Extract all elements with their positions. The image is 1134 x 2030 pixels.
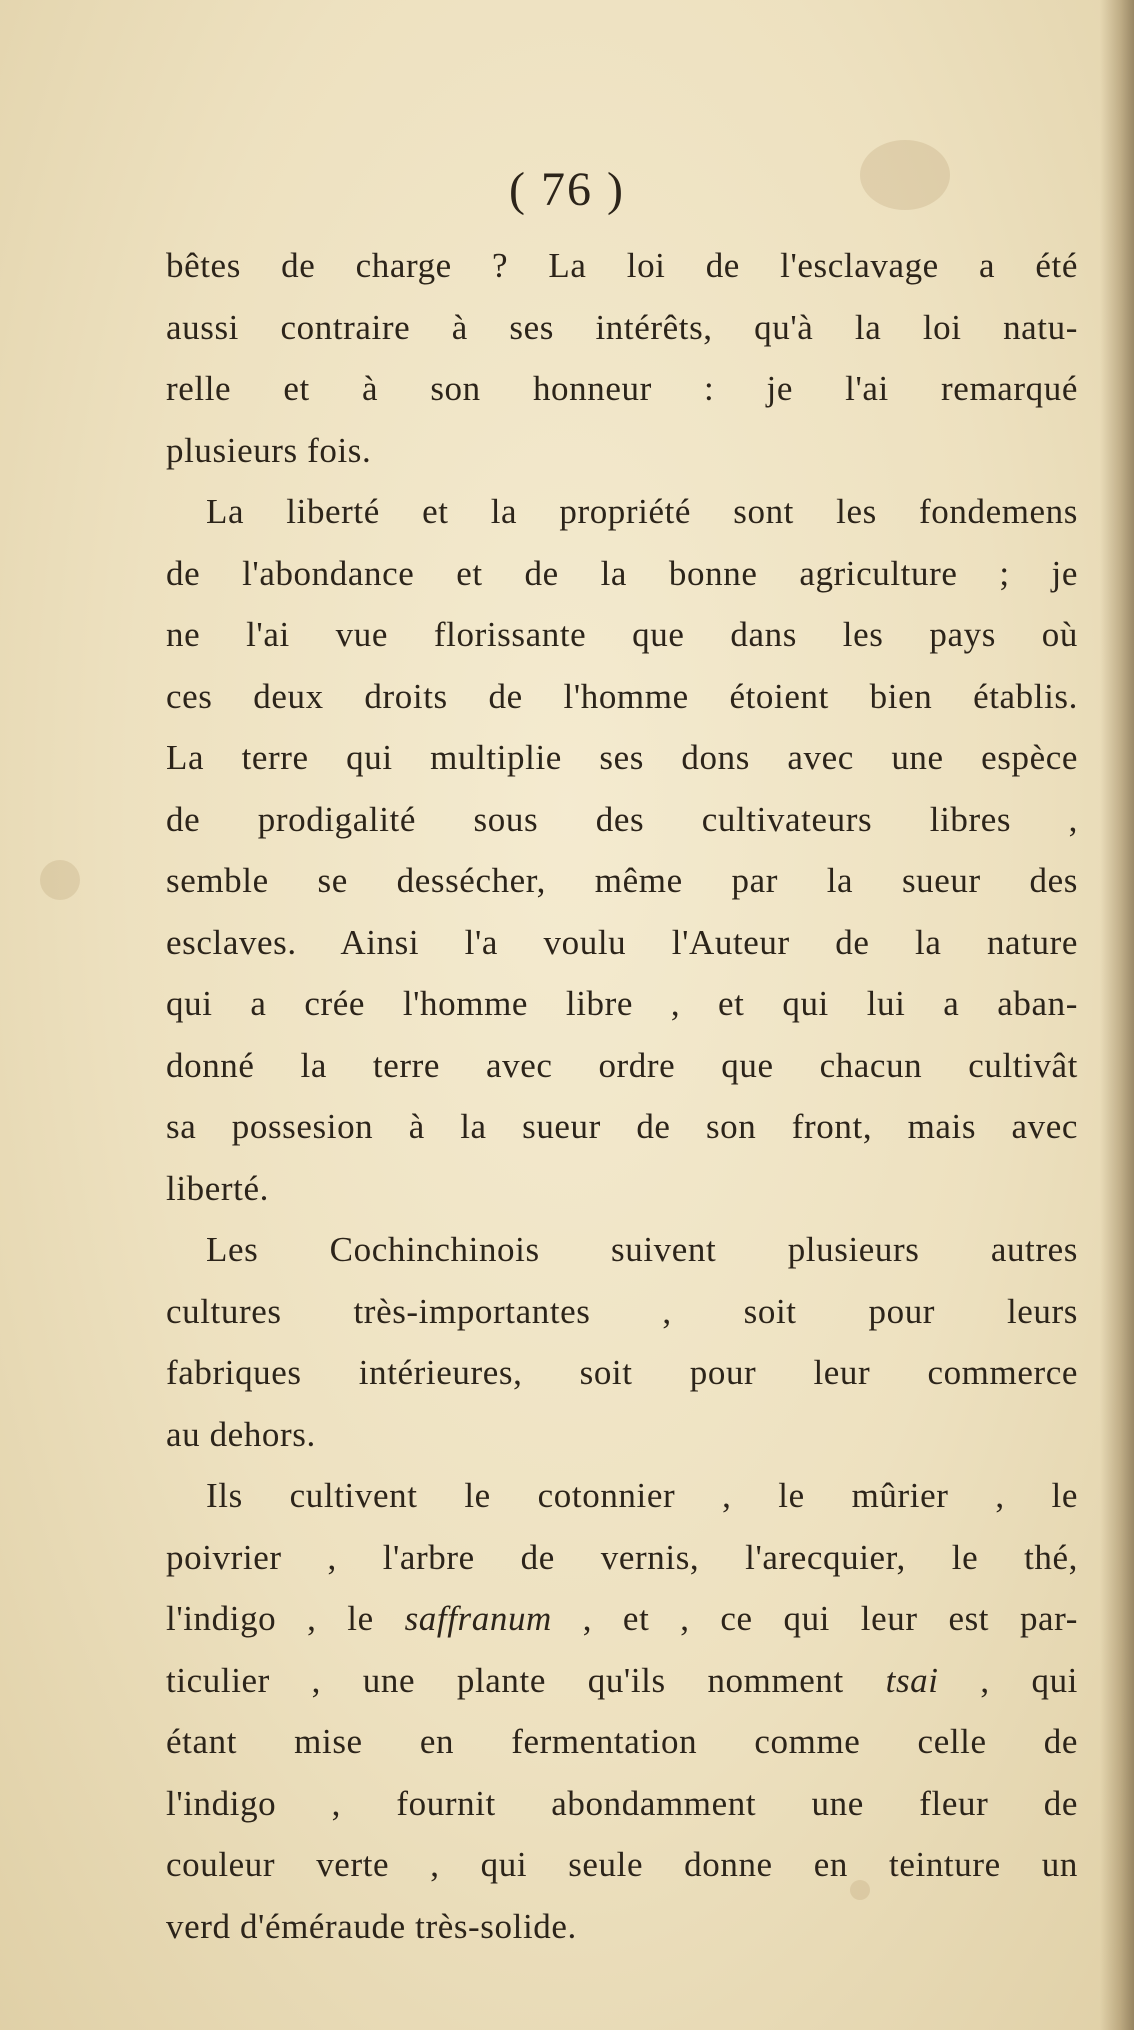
text-line: bêtes de charge ? La loi de l'esclavage a été — [166, 246, 1078, 285]
italic-term: tsai — [885, 1660, 939, 1700]
text-line: donné la terre avec ordre que chacun cultivât — [166, 1045, 1078, 1085]
text-line — [166, 1650, 1078, 1712]
text-line: de l'abondance et de la bonne agriculture ; je — [166, 553, 1078, 593]
paragraph-start-line: La liberté et la propriété sont les fondemens — [206, 492, 1078, 531]
body-text — [166, 235, 1078, 1957]
text-segment: , qui — [980, 1660, 1078, 1700]
text-line: l'indigo , fournit abondamment une fleur de — [166, 1783, 1078, 1823]
text-segment: ticulier , une plante qu'ils nomment — [166, 1660, 844, 1700]
paragraph-start-line: Les Cochinchinois suivent plusieurs autres — [206, 1230, 1078, 1269]
text-line: ne l'ai vue florissante que dans les pays où — [166, 615, 1078, 654]
text-line: au dehors. — [166, 1414, 316, 1454]
text-line: semble se dessécher, même par la sueur des — [166, 861, 1078, 900]
text-line: étant mise en fermentation comme celle de — [166, 1722, 1078, 1761]
text-line: sa possesion à la sueur de son front, mais avec — [166, 1107, 1078, 1146]
text-line: cultures très-importantes , soit pour leurs — [166, 1291, 1078, 1331]
text-line: qui a crée l'homme libre , et qui lui a aban- — [166, 984, 1078, 1023]
text-segment: , et , ce qui leur est par- — [582, 1599, 1078, 1638]
text-line: ces deux droits de l'homme étoient bien établis. — [166, 676, 1078, 716]
text-line: liberté. — [166, 1168, 269, 1208]
page-number: ( 76 ) — [509, 163, 625, 216]
page-edge-shadow — [1100, 0, 1134, 2030]
text-segment: l'indigo , le — [166, 1599, 374, 1638]
text-line: couleur verte , qui seule donne en teinture un — [166, 1845, 1078, 1884]
paragraph-start-line: Ils cultivent le cotonnier , le mûrier , le — [206, 1476, 1078, 1515]
paper-stain — [40, 860, 80, 900]
text-line: poivrier , l'arbre de vernis, l'arecquier, le thé, — [166, 1537, 1078, 1577]
text-line: aussi contraire à ses intérêts, qu'à la loi natu- — [166, 307, 1078, 347]
text-line: relle et à son honneur : je l'ai remarqué — [166, 369, 1078, 408]
text-line: verd d'éméraude très-solide. — [166, 1906, 577, 1946]
italic-term: saffranum — [404, 1599, 552, 1638]
text-line: fabriques intérieures, soit pour leur commerce — [166, 1353, 1078, 1392]
text-line: esclaves. Ainsi l'a voulu l'Auteur de la nature — [166, 922, 1078, 962]
text-line: La terre qui multiplie ses dons avec une espèce — [166, 738, 1078, 777]
text-line: plusieurs fois. — [166, 430, 372, 470]
text-line — [166, 1588, 1078, 1650]
text-line: de prodigalité sous des cultivateurs libres , — [166, 799, 1078, 839]
